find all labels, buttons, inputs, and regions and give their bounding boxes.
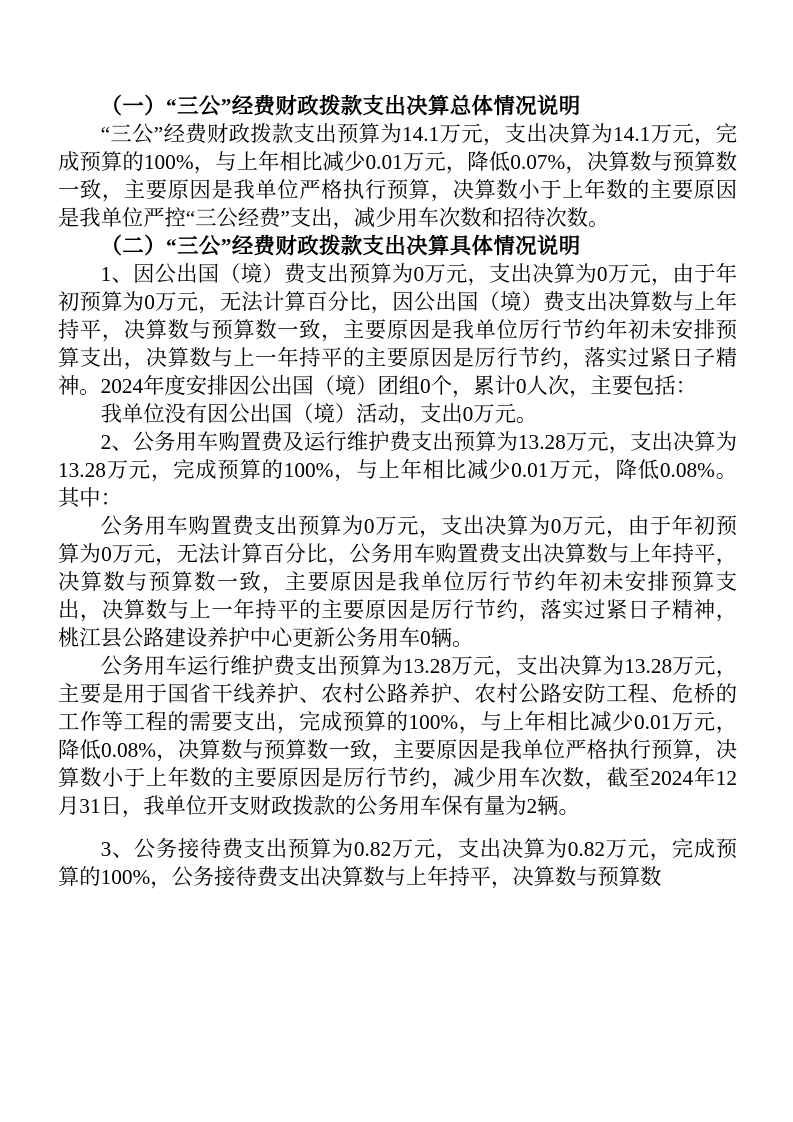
paragraph-vehicle-total: 2、公务用车购置费及运行维护费支出预算为13.28万元，支出决算为13.28万元，完成预算的100%，与上年相比减少0.01万元，降低0.08%。其中： <box>58 430 737 510</box>
paragraph-vehicle-purchase: 公务用车购置费支出预算为0万元，支出决算为0万元，由于年初预算为0万元，无法计算百分比，公务用车购置费支出决算数与上年持平，决算数与预算数一致，主要原因是我单位厉行节约年初未安排预算支出，决算数与上一年持平的主要原因是厉行节约，落实过紧日子精神，桃江县公路建设养护中心更新公务用车0辆。 <box>58 514 737 650</box>
section-heading-overall-situation: （一）“三公”经费财政拨款支出决算总体情况说明 <box>100 94 581 118</box>
paragraph-reception-expense: 3、公务接待费支出预算为0.82万元，支出决算为0.82万元，完成预算的100%，公务接待费支出决算数与上年持平，决算数与预算数 <box>58 837 737 889</box>
paragraph-abroad-no-activity: 我单位没有因公出国（境）活动，支出0万元。 <box>100 402 538 426</box>
section-heading-specific-situation: （二）“三公”经费财政拨款支出决算具体情况说明 <box>100 234 581 258</box>
paragraph-vehicle-maintenance: 公务用车运行维护费支出预算为13.28万元，支出决算为13.28万元，主要是用于国省干线养护、农村公路养护、农村公路安防工程、危桥的工作等工程的需要支出，完成预算的100%，与上年相比减少0.01万元，降低0.08%，决算数与预算数一致，主要原因是我单位严格执行预算，决算数小于上年数的主要原因是厉行节约，减少用车次数，截至2024年12月31日，我单位开支财政拨款的公务用车保有量为2辆。 <box>58 654 737 818</box>
paragraph-abroad-expense: 1、因公出国（境）费支出预算为0万元，支出决算为0万元，由于年初预算为0万元，无法计算百分比，因公出国（境）费支出决算数与上年持平，决算数与预算数一致，主要原因是我单位厉行节约年初未安排预算支出，决算数与上一年持平的主要原因是厉行节约，落实过紧日子精神。2024年度安排因公出国（境）团组0个，累计0人次，主要包括： <box>58 262 737 398</box>
paragraph-overall-summary: “三公”经费财政拨款支出预算为14.1万元，支出决算为14.1万元，完成预算的100%，与上年相比减少0.01万元，降低0.07%，决算数与预算数一致，主要原因是我单位严格执行预算，决算数小于上年数的主要原因是我单位严控“三公经费”支出，减少用车次数和招待次数。 <box>58 122 737 230</box>
